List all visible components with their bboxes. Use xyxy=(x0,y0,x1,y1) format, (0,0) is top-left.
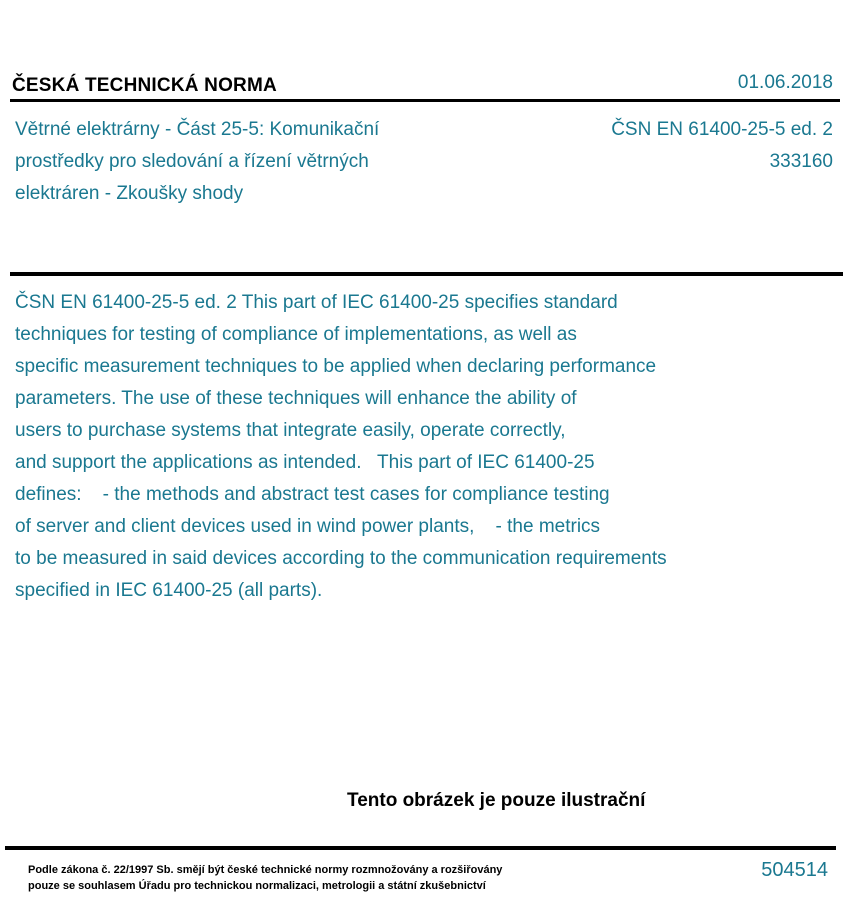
footer-divider xyxy=(5,846,836,850)
header-divider xyxy=(10,99,840,102)
legal-notice xyxy=(28,862,502,894)
abstract-line: techniques for testing of compliance of implementations, as well as xyxy=(15,324,577,345)
standard-title xyxy=(15,114,485,210)
title-line: Větrné elektrárny - Část 25-5: Komunikační xyxy=(15,119,380,140)
abstract-line: specified in IEC 61400-25 (all parts). xyxy=(15,580,323,601)
abstract-line: and support the applications as intended. This part of IEC 61400-25 xyxy=(15,452,595,473)
title-divider xyxy=(10,272,843,276)
abstract-line: parameters. The use of these techniques will enhance the ability of xyxy=(15,388,577,409)
document-id: 504514 xyxy=(761,859,828,881)
legal-line: pouze se souhlasem Úřadu pro technickou normalizaci, metrologii a státní zkušebnictví xyxy=(28,880,486,892)
legal-line: Podle zákona č. 22/1997 Sb. smějí být české technické normy rozmnožovány a rozšiřovány xyxy=(28,864,503,876)
standard-identifiers xyxy=(611,114,833,178)
standard-code: ČSN EN 61400-25-5 ed. 2 xyxy=(611,119,833,140)
abstract-line: to be measured in said devices according to the communication requirements xyxy=(15,548,667,569)
publication-date: 01.06.2018 xyxy=(737,72,833,93)
abstract-line: of server and client devices used in wind power plants, - the metrics xyxy=(15,516,601,537)
abstract-line: defines: - the methods and abstract test cases for compliance testing xyxy=(15,484,610,505)
standard-type-heading: ČESKÁ TECHNICKÁ NORMA xyxy=(12,75,277,96)
illustration-note: Tento obrázek je pouze ilustrační xyxy=(347,790,646,811)
abstract-line: ČSN EN 61400-25-5 ed. 2 This part of IEC 61400-25 specifies standard xyxy=(15,292,618,313)
abstract-line: users to purchase systems that integrate easily, operate correctly, xyxy=(15,420,566,441)
abstract-line: specific measurement techniques to be applied when declaring performance xyxy=(15,356,657,377)
abstract-text xyxy=(15,287,775,607)
title-line: elektráren - Zkoušky shody xyxy=(15,183,244,204)
title-line: prostředky pro sledování a řízení větrných xyxy=(15,151,369,172)
class-number: 333160 xyxy=(769,151,833,172)
